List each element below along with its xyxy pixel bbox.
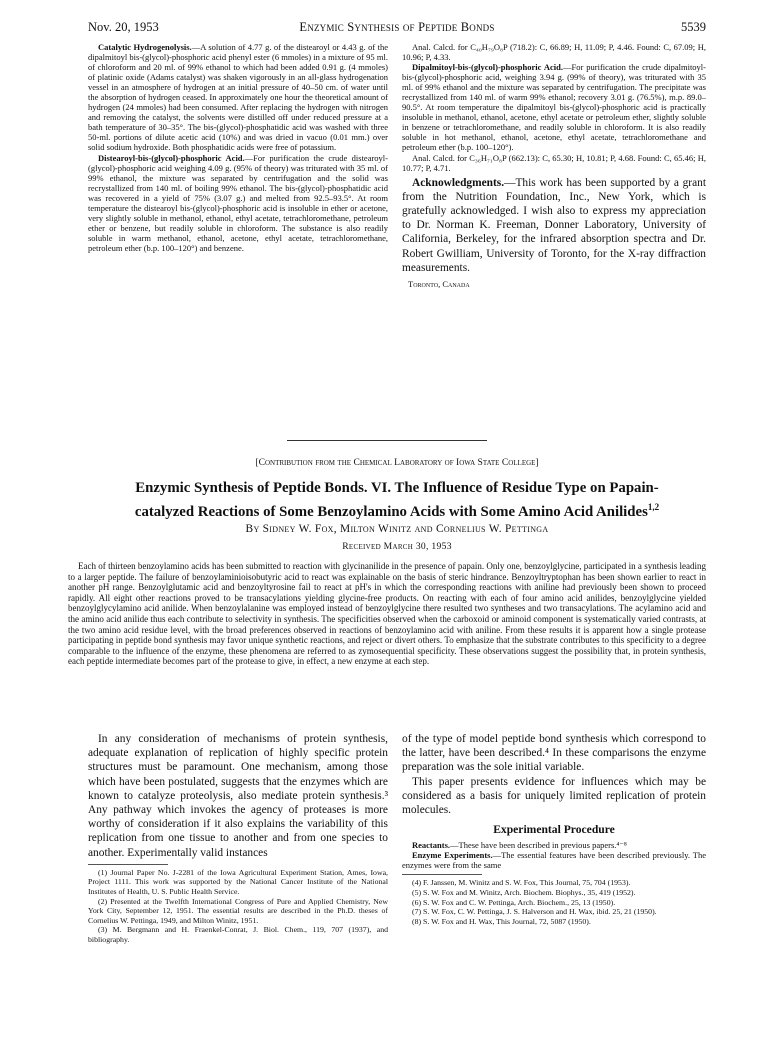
section-heading: Experimental Procedure [493,823,615,837]
received-date: Received March 30, 1953 [342,541,452,552]
paragraph-text: —These have been described in previous papers.⁴⁻⁸ [450,840,627,851]
footnote: (4) F. Janssen, M. Winitz and S. W. Fox, This Journal, 75, 704 (1953). [412,878,631,888]
reactants-paragraph [402,840,706,850]
footnote: (3) M. Bergmann and H. Fraenkel-Conrat, J. Biol. Chem., 119, 707 (1937), and bibliography. [88,925,388,944]
header-page-number: 5539 [681,20,706,34]
title-footnote-marks: 1,2 [647,501,660,512]
footnote: (1) Journal Paper No. J-2281 of the Iowa Agricultural Experiment Station, Ames, Iowa, Project 1111. This work was supported by the National Cancer Institute of the National Institutes of Health, U. S. Public Health Service. [88,867,388,897]
footnotes-right [402,878,706,926]
bottom-left-column [88,732,388,945]
paragraph-text: —The essential features have been described previously. The enzymes were from the same [402,850,707,871]
paragraph-text: —A solution of 4.77 g. of the distearoyl or 4.43 g. of the dipalmitoyl bis-(glycol)-phosphoric acid phenyl ester (6 mmoles) in a mixture of 95 ml. of chloroform and 20 ml. of 99% ethanol to which had been added 0.91 g. (4 mmoles) of platinic oxide (Adams catalyst) was shaken vigorously in an all-glass hydrogenation vessel in an atmosphere of hydrogen at an initial pressure of 40–50 cm. of water until the absorption of hydrogen ceased. In approximately one hour the theoretical amount of hydrogen (24 mmoles) had been consumed. After replacing the hydrogen with nitrogen and removing the catalyst, the solvents were distilled off under reduced pressure at a bath temperature of 30–35°. The bis-(glycol)-phosphatidic acid was washed with three 50-ml. portions of dilute acetic acid (10%) and was dried in vacuo (0.01 mm.) over solid sodium hydroxide. Both phosphatidic acids were free of potassium. [88,42,388,153]
footnote: (5) S. W. Fox and M. Winitz, Arch. Biochem. Biophys., 35, 419 (1952). [412,887,636,897]
top-left-column [88,42,388,253]
paragraph-heading: Reactants. [412,840,451,851]
top-right-column [402,42,706,289]
body-paragraph: This paper presents evidence for influences which may be considered as a basis for uniquely limited replication of protein molecules. [402,775,706,817]
header-title: Enzymic Synthesis of Peptide Bonds [299,20,495,34]
bottom-right-column [402,732,706,926]
paragraph-text: —For purification the crude distearoyl-(glycol)-phosphoric acid weighing 4.09 g. (95% of theory) was triturated with 35 ml. of 99% ethanol, the mixture was separated by centrifugation and the solid was recrystallized from 140 ml. of boiling 99% ethanol. The bis-(glycol)-phosphatidic acid was recovered in a yield of 75% (3.07 g.) and melted from 92.5–93.5°. At room temperature the distearoyl bis-(glycol)-phosphoric acid is insoluble in ether or acetone, very slightly soluble in methanol, ethanol, ethyl acetate, tetrachloromethane, petroleum ether or benzene, but readily soluble in chloroform. The substance is also readily soluble in warm methanol, ethanol, acetone, ethyl acetate, tetrachloromethane, petroleum ether (b.p. 100–120°) and benzene. [88,152,389,253]
body-continued: of the type of model peptide bond synthesis which correspond to the latter, have been described.⁴ In these comparisons the enzyme preparation was the sole initial variable. [402,733,706,774]
paragraph-dipalmitoyl [402,62,706,152]
paragraph-distearoyl [88,153,388,253]
authors: By Sidney W. Fox, Milton Winitz and Cornelius W. Pettinga [245,523,549,535]
paragraph-heading: Acknowledgments. [412,176,505,189]
enzyme-paragraph [402,850,706,870]
paragraph-heading: Distearoyl-bis-(glycol)-phosphoric Acid. [98,152,245,163]
footnote-rule [402,874,482,875]
paragraph-heading: Dipalmitoyl-bis-(glycol)-phosphoric Acid. [412,62,563,73]
analysis-2: Anal. Calcd. for C₃₆H₇₁O₈P (662.13): C, 65.30; H, 10.81; P, 4.68. Found: C, 65.46; H, 10.77; P, 4.71. [402,152,706,173]
footnote-rule [88,864,168,865]
footnote: (7) S. W. Fox, C. W. Pettinga, J. S. Halverson and H. Wax, ibid. 25, 21 (1950). [412,907,657,917]
paragraph-heading: Catalytic Hydrogenolysis. [98,42,192,52]
paragraph-heading: Enzyme Experiments. [412,850,493,861]
footnote: (2) Presented at the Twelfth International Congress of Pure and Applied Chemistry, New York City, September 12, 1951. The essential results are described in the Ph.D. theses of Cornelius W. Pettinga, 1949, and Milton Winitz, 1951. [88,896,388,925]
paragraph-hydrogenolysis [88,42,388,153]
abstract-text: Each of thirteen benzoylamino acids has been submitted to reaction with glycinanilide in the presence of papain. Only one, benzoylglycine, participated in a synthesis leading to a larger peptide. The failure of benzoylaminioisobutyric acid to react was explainable on the basis of steric hindrance. Benzoyltryptophan has been shown earlier to react in another pH range. Benzoylglutamic acid and benzoyltyrosine fail to react at pH's in which the corresponding reactions with aniline had previously been shown to proceed rapidly. All eight other reactions proved to be transacylations yielding glycine-free products. On reacting with each of four amino acid anilides, benzoylglycine yielded benzoylglycylamino acid anilide. When benzoylalanine was employed instead of benzoylglycine there resulted two syntheses and two transacylations. The acylamino acid and the amino acid anilide thus each contribute to selectivity in synthesis. The specificities observed when the carboxoid or aminoid component is systematically varied contrasts, at the two amino acid residue level, with the broad preferences observed in reactions of benzoylamino acid with aniline. From these results it is apparent how a single protease participating in peptide bond synthesis may favor unique synthetic reactions, and reject or divert others. To emphasize that the substrate contributes to this specificity to a degree comparable to the influence of the enzyme, these phenomena are referred to as zymosequential specificity. These observations suggest the possibility that, in protein synthesis, each peptide intermediate becomes part of the protease to give, in effect, a new enzyme at each step. [68,561,706,667]
body-intro: In any consideration of mechanisms of protein synthesis, adequate explanation of replication of highly specific protein structures must be paramount. One mechanism, among those which have been postulated, suggests that the enzymes which are known to catalyze proteolysis, also mediate protein synthesis.³ Any pathway which invokes the agency of proteases is more worthy of consideration if it also explains the variability of this replication from one tissue to another and from one species to another. Experimentally valid instances [88,733,388,859]
article-title [60,479,734,521]
footnotes-left [88,868,388,945]
place: Toronto, Canada [408,279,470,290]
running-header [88,20,706,36]
abstract [68,561,706,667]
footnote: (8) S. W. Fox and H. Wax, This Journal, 72, 5087 (1950). [412,916,591,926]
footnote: (6) S. W. Fox and C. W. Pettinga, Arch. Biochem., 25, 13 (1950). [412,897,616,907]
contribution-line: [Contribution from the Chemical Laboratory of Iowa State College] [255,457,539,468]
title-line-1: Enzymic Synthesis of Peptide Bonds. VI. The Influence of Residue Type on Papain- [135,480,659,496]
section-divider [287,440,487,441]
title-line-2: catalyzed Reactions of Some Benzoylamino Acids with Some Amino Acid Anilides [134,503,648,520]
analysis-1: Anal. Calcd. for C₄₀H₇₉O₈P (718.2): C, 66.89; H, 11.09; P, 4.46. Found: C, 67.09; H, 10.96; P, 4.33. [402,42,706,63]
header-date: Nov. 20, 1953 [88,20,159,34]
paragraph-text: —This work has been supported by a grant from the Nutrition Foundation, Inc., New York, which is gratefully acknowledged. I wish also to express my appreciation to Dr. Norman K. Freeman, Donner Laboratory, University of California, Berkeley, for the infrared absorption spectra and Dr. Robert Gwilliam, University of Toronto, for the X-ray diffraction measurements. [402,176,706,274]
paragraph-text: —For purification the crude dipalmitoyl-bis-(glycol)-phosphoric acid, weighing 3.94 g. (99% of theory), was triturated with 35 ml. of 99% ethanol and the mixture was separated by centrifugation. The precipitate was recrystallized from 140 ml. of warm 99% ethanol; recovery 3.01 g. (76.5%), m.p. 89.0–90.5°. At room temperature the dipalmitoyl bis-(glycol)-phosphoric acid is practically insoluble in methanol, ethanol, acetone, ethyl acetate or petroleum ether, slightly soluble in benzene or tetrachloromethane, and readily soluble in chloroform. It is also readily soluble in hot methanol, ethanol, acetone, ethyl acetate, tetrachloromethane and petroleum ether (b.p. 100–120°). [402,62,706,153]
acknowledgments [402,176,706,275]
